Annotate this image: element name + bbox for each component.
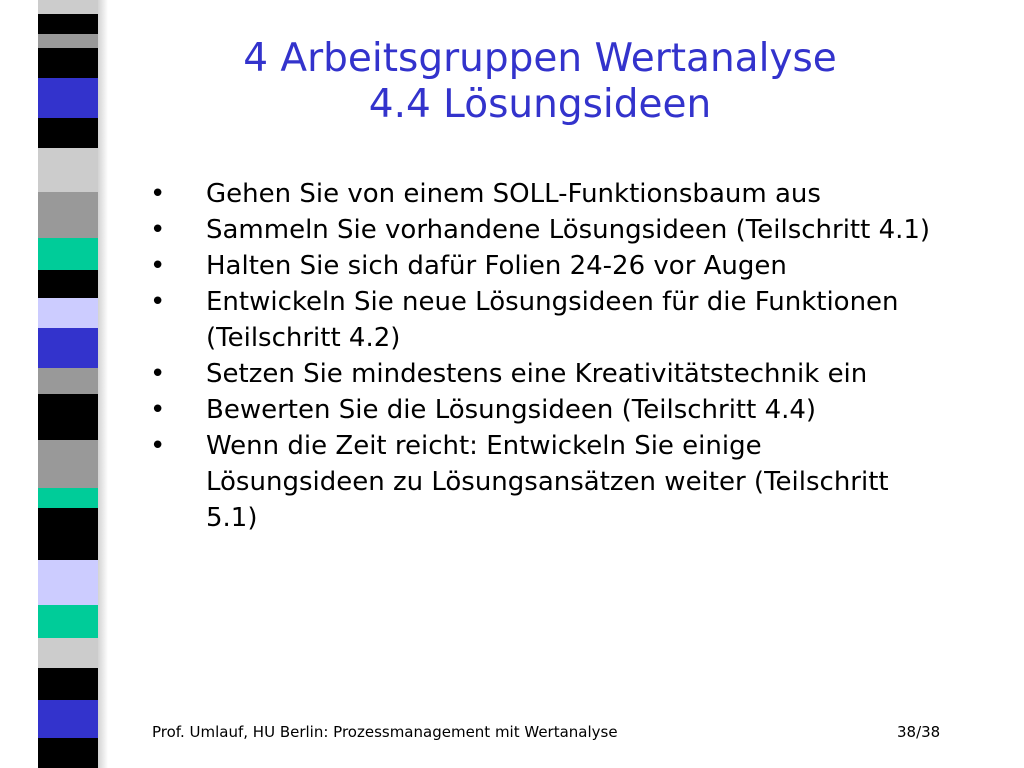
stripe-block (38, 488, 98, 508)
stripe-block (38, 440, 98, 488)
stripe-block (38, 14, 98, 34)
slide-title (130, 36, 950, 128)
page-number: 38/38 (897, 723, 941, 741)
stripe-block (38, 560, 98, 605)
stripe-block (38, 78, 98, 118)
stripe-block (38, 192, 98, 238)
stripe-block (38, 148, 98, 192)
stripe-block (38, 328, 98, 368)
footer-source: Prof. Umlauf, HU Berlin: Prozessmanagement mit Wertanalyse (152, 723, 618, 741)
bullet-text: Gehen Sie von einem SOLL-Funktionsbaum aus (206, 179, 821, 209)
stripe-block (38, 270, 98, 298)
stripe-block (38, 605, 98, 638)
bullet-marker: • (150, 251, 166, 281)
stripe-block (38, 48, 98, 78)
bullet-list (140, 176, 940, 536)
bullet-item (140, 176, 940, 212)
bullet-text: Wenn die Zeit reicht: Entwickeln Sie einige Lösungsideen zu Lösungsansätzen weiter (Teilschritt 5.1) (206, 431, 889, 533)
bullet-text: Entwickeln Sie neue Lösungsideen für die Funktionen (Teilschritt 4.2) (206, 287, 899, 353)
stripe-block (38, 34, 98, 48)
stripe-block (38, 668, 98, 700)
title-line-2: 4.4 Lösungsideen (368, 82, 712, 127)
bullet-marker: • (150, 215, 166, 245)
bullet-text: Setzen Sie mindestens eine Kreativitätstechnik ein (206, 359, 868, 389)
stripe-block (38, 738, 98, 768)
stripe-block (38, 368, 98, 394)
stripe-block (38, 700, 98, 738)
stripe-block (38, 394, 98, 440)
bullet-item (140, 284, 940, 356)
bullet-item (140, 392, 940, 428)
stripe-block (38, 118, 98, 148)
bullet-item (140, 248, 940, 284)
decorative-stripe (38, 0, 98, 768)
stripe-block (38, 638, 98, 668)
stripe-block (38, 508, 98, 560)
stripe-block (38, 298, 98, 328)
stripe-block (38, 0, 98, 14)
bullet-item (140, 356, 940, 392)
bullet-marker: • (150, 431, 166, 461)
bullet-text: Sammeln Sie vorhandene Lösungsideen (Teilschritt 4.1) (206, 215, 931, 245)
bullet-item (140, 428, 940, 536)
stripe-block (38, 238, 98, 270)
bullet-marker: • (150, 179, 166, 209)
bullet-item (140, 212, 940, 248)
bullet-marker: • (150, 359, 166, 389)
bullet-marker: • (150, 395, 166, 425)
bullet-text: Bewerten Sie die Lösungsideen (Teilschritt 4.4) (206, 395, 817, 425)
bullet-marker: • (150, 287, 166, 317)
bullet-text: Halten Sie sich dafür Folien 24-26 vor Augen (206, 251, 787, 281)
title-line-1: 4 Arbeitsgruppen Wertanalyse (243, 36, 837, 81)
